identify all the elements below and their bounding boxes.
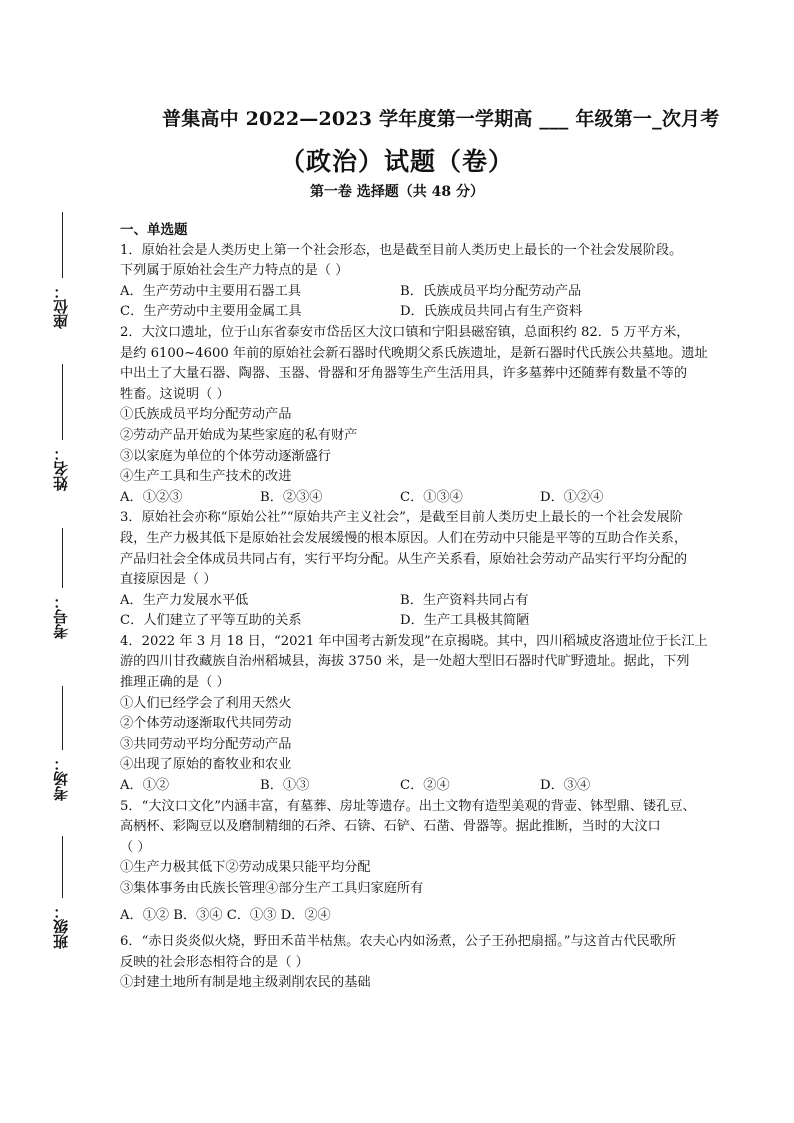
q6-statement-1: ①封建土地所有制是地主级剥削农民的基础	[120, 975, 371, 991]
q2-statement-4: ④生产工具和生产技术的改进	[120, 469, 292, 485]
name-underline	[62, 364, 63, 440]
q2-stem-line4: 牲畜。这说明（ ）	[120, 386, 230, 402]
q2-option-c: C．①③④	[400, 489, 463, 505]
q4-stem-line3: 推理正确的是（ ）	[120, 675, 230, 691]
name-label: 姓名：	[52, 446, 70, 491]
q1-stem-line1: 1．原始社会是人类历史上第一个社会形态，也是截至目前人类历史上最长的一个社会发展阶段。	[120, 242, 683, 258]
section-title: 一、单选题	[120, 222, 188, 238]
class-field	[42, 836, 72, 951]
q1-option-c: C．生产劳动中主要用金属工具	[120, 304, 302, 320]
q3-stem-line3: 产品归社会全体成员共同占有，实行平均分配。从生产关系看，原始社会劳动产品实行平均分配的	[120, 551, 688, 567]
q1-options-row1	[120, 282, 730, 303]
q2-stem-line3: 中出土了大量石器、陶器、玉器、骨器和牙角器等生产生活用具，许多墓葬中还随葬有数量不等的	[120, 366, 688, 382]
q5-stem-line1: 5．“大汶口文化”内涵丰富，有墓葬、房址等遗存。出土文物有造型美观的背壶、钵型鼎、镂孔豆、	[120, 798, 696, 814]
name-field	[42, 364, 72, 491]
q3-stem-line4: 直接原因是（ ）	[120, 572, 217, 588]
q5-statements-34: ③集体事务由氏族长管理④部分生产工具归家庭所有	[120, 881, 424, 896]
question-5	[120, 797, 730, 927]
q5-options: A．①② B．③④ C．①③ D．②④	[120, 907, 331, 923]
seat-field	[42, 212, 72, 329]
q2-statement-2: ②劳动产品开始成为某些家庭的私有财产	[120, 427, 358, 443]
q4-stem-line1: 4．2022 年 3 月 18 日，“2021 年中国考古新发现”在京揭晓。其中，四川稻城皮洛遗址位于长江上	[120, 633, 708, 649]
q3-stem-line2: 段，生产力极其低下是原始社会发展缓慢的根本原因。人们在劳动中只能是平等的互助合作关系，	[120, 530, 688, 546]
q1-option-d: D．氏族成员共同占有生产资料	[400, 304, 583, 320]
exam-room-label: 考场：	[52, 756, 70, 801]
class-underline	[62, 836, 63, 898]
q2-stem-line2: 是约 6100~4600 年前的原始社会新石器时代晚期父系氏族遗址，是新石器时代氏族公共墓地。遗址	[120, 345, 708, 361]
q4-option-a: A．①②	[120, 778, 170, 794]
question-6	[120, 932, 730, 994]
question-3	[120, 508, 730, 632]
seat-label: 座位：	[52, 284, 70, 329]
q2-options	[120, 488, 730, 509]
q3-stem-line1: 3．原始社会亦称“原始公社”“原始共产主义社会”，是截至目前人类历史上最长的一个社会发展阶	[120, 510, 683, 526]
q2-stem-line1: 2．大汶口遗址，位于山东省泰安市岱岳区大汶口镇和宁阳县磁窑镇，总面积约 82．5 万平方米，	[120, 324, 690, 340]
q5-stem-line2: 高柄杯、彩陶豆以及磨制精细的石斧、石锛、石铲、石凿、骨器等。据此推断，当时的大汶口	[120, 819, 661, 835]
q2-option-b: B．②③④	[260, 489, 323, 505]
q4-option-d: D．③④	[540, 778, 591, 794]
q4-statement-4: ④出现了原始的畜牧业和农业	[120, 757, 292, 773]
q4-statement-2: ②个体劳动逐渐取代共同劳动	[120, 716, 292, 732]
seat-underline	[62, 212, 63, 278]
q3-options-row1	[120, 591, 730, 612]
exam-number-underline	[62, 528, 63, 588]
exam-number-label: 考号：	[52, 594, 70, 639]
exam-room-field	[42, 686, 72, 801]
exam-number-field	[42, 528, 72, 638]
question-list	[120, 220, 730, 994]
q4-stem-line2: 游的四川甘孜藏族自治州稻城县，海拔 3750 米，是一处超大型旧石器时代旷野遗址。据此，下列	[120, 654, 690, 670]
q4-options	[120, 776, 730, 797]
q2-option-a: A．①②③	[120, 489, 183, 505]
exam-room-underline	[62, 686, 63, 750]
q3-option-c: C．人们建立了平等互助的关系	[120, 613, 302, 629]
q4-statement-1: ①人们已经学会了利用天然火	[120, 695, 292, 711]
question-2	[120, 323, 730, 508]
q3-option-d: D．生产工具极其简陋	[400, 613, 530, 629]
q2-statement-3: ③以家庭为单位的个体劳动逐渐盛行	[120, 448, 331, 464]
q1-option-a: A．生产劳动中主要用石器工具	[120, 283, 301, 299]
q4-statement-3: ③共同劳动平均分配劳动产品	[120, 736, 292, 752]
q1-options-row2	[120, 302, 730, 323]
q5-stem-line3: （ ）	[120, 839, 151, 855]
q3-option-a: A．生产力发展水平低	[120, 592, 249, 608]
class-label: 班级：	[52, 904, 70, 949]
q4-option-b: B．①③	[260, 778, 310, 794]
q4-option-c: C．②④	[400, 778, 450, 794]
q2-option-d: D．①②④	[540, 489, 604, 505]
exam-title-line2: （政治）试题（卷）	[279, 147, 514, 176]
exam-title-line1: 普集高中 2022—2023 学年度第一学期高 ___ 年级第一_次月考	[162, 108, 720, 130]
q3-option-b: B．生产资料共同占有	[400, 592, 529, 608]
q2-statement-1: ①氏族成员平均分配劳动产品	[120, 407, 292, 423]
q5-statements-12: ①生产力极其低下②劳动成果只能平均分配	[120, 860, 371, 876]
q6-stem-line1: 6．“赤日炎炎似火烧，野田禾苗半枯焦。农夫心内如汤煮，公子王孙把扇摇。”与这首古代民歌所	[120, 934, 676, 950]
q1-option-b: B．氏族成员平均分配劳动产品	[400, 283, 582, 299]
question-1	[120, 241, 730, 323]
q6-stem-line2: 反映的社会形态相符合的是（ ）	[120, 954, 309, 970]
q1-stem-line2: 下列属于原始社会生产力特点的是（ ）	[120, 263, 349, 279]
q3-options-row2	[120, 611, 730, 632]
question-4	[120, 632, 730, 797]
section-header-part1: 第一卷 选择题（共 48 分）	[309, 184, 485, 200]
